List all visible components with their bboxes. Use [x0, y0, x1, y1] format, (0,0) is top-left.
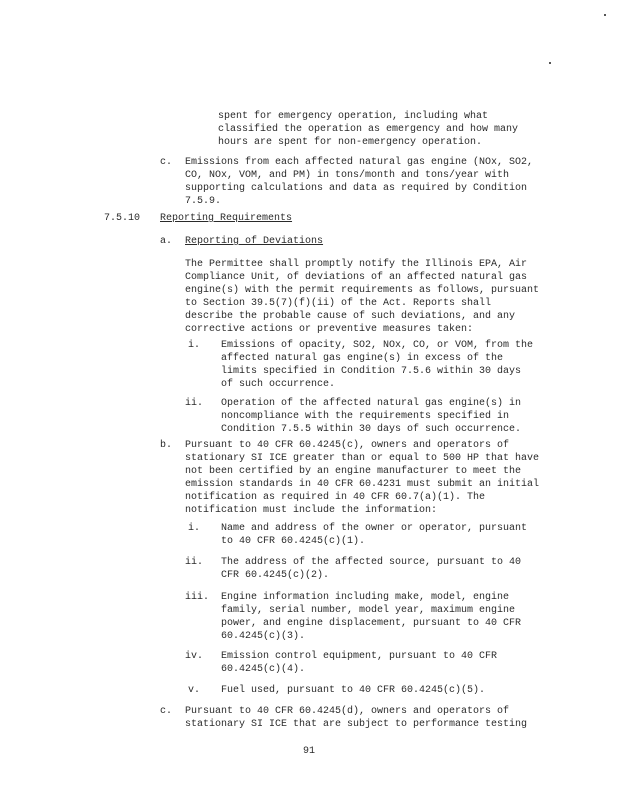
continued-line: classified the operation as emergency and how many	[218, 124, 519, 135]
item-b-paragraph-line: emission standards in 40 CFR 60.4231 must submit an initial	[185, 479, 540, 490]
subitem-line: of such occurrence.	[221, 379, 336, 390]
section-number: 7.5.10	[104, 213, 141, 224]
subitem-line: Engine information including make, model, engine	[221, 592, 510, 603]
item-b-paragraph-line: notification must include the information:	[185, 505, 438, 516]
subitem-line: The address of the affected source, pursuant to 40	[221, 557, 522, 568]
item-c-line: 7.5.9.	[185, 196, 222, 207]
subitem-line: family, serial number, model year, maximum engine	[221, 605, 516, 616]
scan-speck	[549, 62, 551, 64]
subitem-line: Operation of the affected natural gas engine(s) in	[221, 398, 522, 409]
item-c2-line: stationary SI ICE that are subject to performance testing	[185, 719, 528, 730]
subitem-line: noncompliance with the requirements specified in	[221, 411, 510, 422]
subitem-marker: v.	[188, 685, 201, 696]
item-c-line: CO, NOx, VOM, and PM) in tons/month and tons/year with	[185, 170, 510, 181]
subitem-line: power, and engine displacement, pursuant to 40 CFR	[221, 618, 522, 629]
item-b-paragraph-line: stationary SI ICE greater than or equal to 500 HP that have	[185, 453, 540, 464]
subitem-line: limits specified in Condition 7.5.6 within 30 days	[221, 366, 522, 377]
subitem-line: Fuel used, pursuant to 40 CFR 60.4245(c)(5).	[221, 685, 486, 696]
item-c-line: Emissions from each affected natural gas engine (NOx, SO2,	[185, 157, 534, 168]
item-a-paragraph-line: to Section 39.5(7)(f)(ii) of the Act. Reports shall	[185, 298, 492, 309]
subitem-line: Condition 7.5.5 within 30 days of such occurrence.	[221, 424, 522, 435]
subitem-marker: iii.	[185, 592, 210, 603]
item-c-marker: c.	[160, 157, 173, 168]
item-a-paragraph-line: corrective actions or preventive measures taken:	[185, 324, 474, 335]
subitem-line: CFR 60.4245(c)(2).	[221, 570, 330, 581]
section-title: Reporting Requirements	[160, 213, 293, 224]
subitem-line: 60.4245(c)(3).	[221, 631, 306, 642]
item-a-paragraph-line: engine(s) with the permit requirements as follows, pursuant	[185, 285, 540, 296]
subitem-marker: i.	[188, 340, 201, 351]
subitem-line: 60.4245(c)(4).	[221, 664, 306, 675]
item-b-paragraph-line: notification as required in 40 CFR 60.7(a)(1). The	[185, 492, 486, 503]
subitem-marker: iv.	[185, 651, 204, 662]
scan-speck	[604, 14, 606, 16]
item-a-paragraph-line: describe the probable cause of such deviations, and any	[185, 311, 516, 322]
subitem-line: Emissions of opacity, SO2, NOx, CO, or VOM, from the	[221, 340, 534, 351]
subitem-marker: i.	[188, 523, 201, 534]
item-c2-line: Pursuant to 40 CFR 60.4245(d), owners and operators of	[185, 706, 510, 717]
continued-line: hours are spent for non-emergency operation.	[218, 137, 483, 148]
item-c2-marker: c.	[160, 706, 173, 717]
page-number: 91	[303, 746, 316, 757]
subitem-line: affected natural gas engine(s) in excess of the	[221, 353, 504, 364]
subitem-line: Name and address of the owner or operator, pursuant	[221, 523, 528, 534]
item-b-marker: b.	[160, 440, 173, 451]
item-b-paragraph-line: Pursuant to 40 CFR 60.4245(c), owners and operators of	[185, 440, 510, 451]
subitem-line: Emission control equipment, pursuant to 40 CFR	[221, 651, 498, 662]
subitem-marker: ii.	[185, 557, 204, 568]
subitem-line: to 40 CFR 60.4245(c)(1).	[221, 536, 366, 547]
item-b-paragraph-line: not been certified by an engine manufacturer to meet the	[185, 466, 522, 477]
item-a-title: Reporting of Deviations	[185, 236, 324, 247]
continued-line: spent for emergency operation, including what	[218, 111, 489, 122]
subitem-marker: ii.	[185, 398, 204, 409]
item-c-line: supporting calculations and data as required by Condition	[185, 183, 528, 194]
item-a-paragraph-line: Compliance Unit, of deviations of an affected natural gas	[185, 272, 528, 283]
item-a-marker: a.	[160, 236, 173, 247]
item-a-paragraph-line: The Permittee shall promptly notify the Illinois EPA, Air	[185, 259, 528, 270]
